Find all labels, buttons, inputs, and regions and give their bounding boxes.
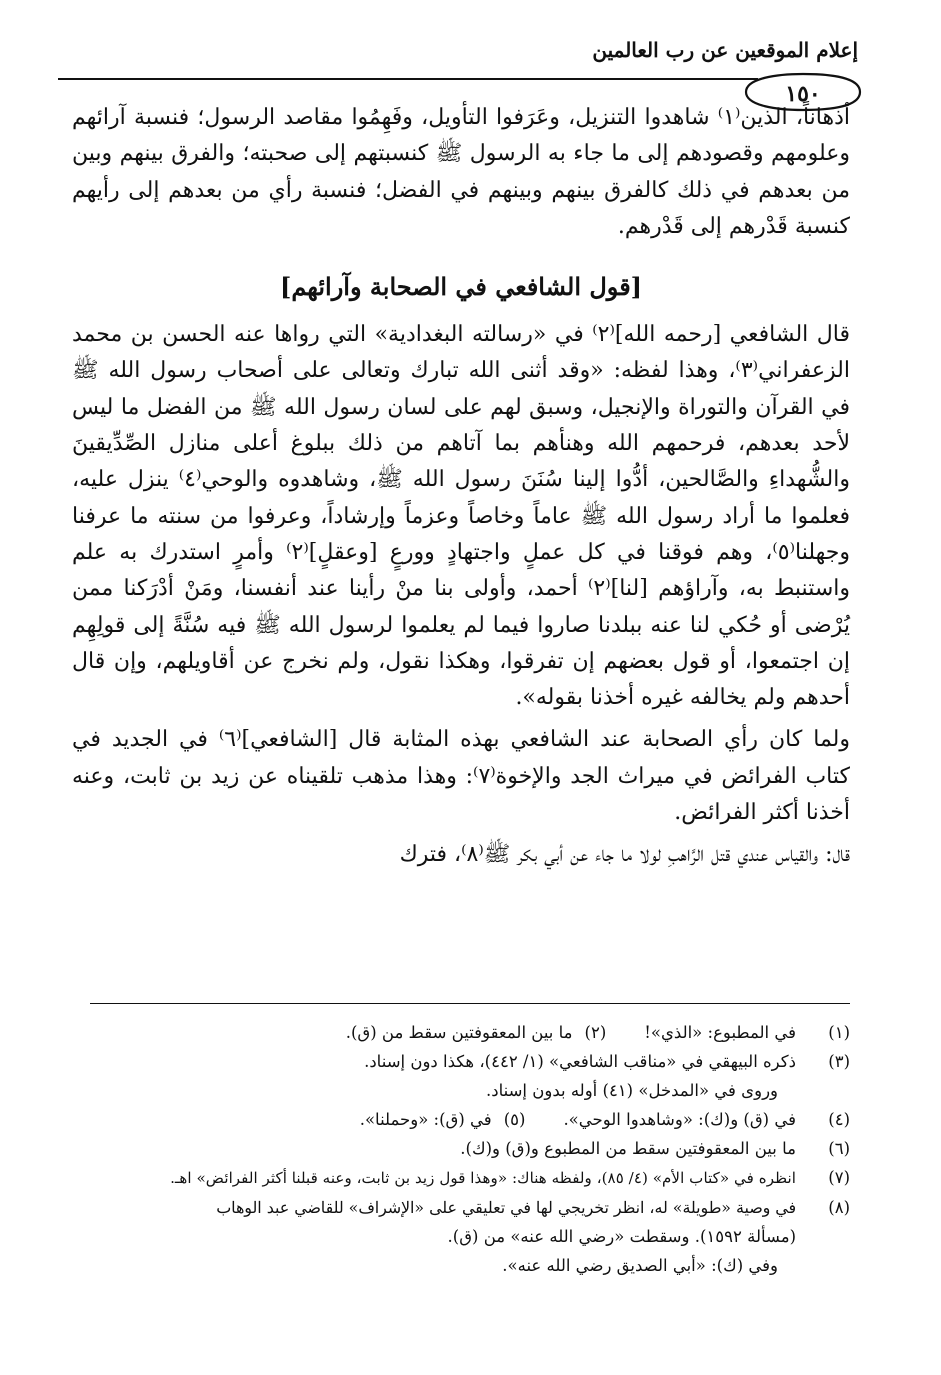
footnote-row bbox=[72, 1134, 850, 1163]
footnote-text: (مسألة ١٥٩٢). وسقطت «رضي الله عنه» من (ق). bbox=[447, 1227, 796, 1246]
footnote-text: وروى في «المدخل» (٤١) أوله بدون إسناد. bbox=[485, 1081, 778, 1100]
footnote-text: ذكره البيهقي في «مناقب الشافعي» (١/ ٤٤٢)، هكذا دون إسناد. bbox=[364, 1052, 796, 1071]
footnote-number: (١) bbox=[828, 1023, 850, 1042]
paragraph-1: أذهاناً، الذين⁽١⁾ شاهدوا التنزيل، وعَرَفوا التأويل، وفَهِمُوا مقاصد الرسول؛ فنسبة آرائهم وعلومهم وقصودهم إلى ما جاء به الرسول ﷺ كنسبتهم إلى صحبته؛ والفرق بينهم وبين من بعدهم في ذلك كالفرق بينهم وبينهم في الفضل؛ فنسبة رأي من بعدهم إلى رأيهم كنسبة قَدْرهم إلى قَدْرهم. bbox=[72, 105, 850, 239]
main-text bbox=[72, 100, 850, 874]
footnote-text: وفي (ك): «أبي الصديق رضي الله عنه». bbox=[502, 1256, 778, 1275]
header-rule bbox=[58, 78, 758, 80]
footnote-number: (٣) bbox=[828, 1052, 850, 1071]
footnotes bbox=[72, 1018, 850, 1280]
paragraph-3: ولما كان رأي الصحابة عند الشافعي بهذه المثابة قال [الشافعي]⁽٦⁾ في الجديد في كتاب الفرائض في ميراث الجد والإخوة⁽٧⁾: وهذا مذهب تلقيناه عن زيد بن ثابت، وعنه أخذنا أكثر الفرائض. bbox=[72, 727, 851, 826]
footnote-separator bbox=[90, 1003, 850, 1004]
footnote-text: في (ق): «وحملنا». bbox=[359, 1110, 492, 1129]
footnote-row bbox=[72, 1047, 850, 1076]
footnote-text: ما بين المعقوفتين سقط من (ق). bbox=[345, 1023, 573, 1042]
footnote-number: (٢) bbox=[584, 1023, 607, 1042]
footnote-text: ما بين المعقوفتين سقط من المطبوع و(ق) و(ك). bbox=[460, 1139, 796, 1158]
section-heading: [قول الشافعي في الصحابة وآرائهم] bbox=[279, 272, 643, 302]
footnote-row bbox=[72, 1105, 850, 1134]
footnote-number: (٨) bbox=[828, 1198, 850, 1217]
footnote-number: (٤) bbox=[828, 1110, 850, 1129]
footnote-number: (٥) bbox=[503, 1110, 526, 1129]
footnote-continuation bbox=[72, 1076, 850, 1105]
page-number: ١٥٠ bbox=[785, 81, 821, 107]
footnote-number: (٦) bbox=[828, 1139, 850, 1158]
paragraph-4: قال: والقياس عندي قتل الرَّاهبِ لولا ما جاء عن أبي بكر ﷺ⁽٨⁾، فترك bbox=[399, 842, 850, 868]
footnote-text: انظره في «كتاب الأم» (٤/ ٨٥)، ولفظه هناك: «وهذا قول زيد بن ثابت، وعنه قبلنا أكثر الفرائض» اهـ. bbox=[170, 1169, 796, 1187]
footnote-row bbox=[72, 1193, 850, 1222]
footnote-row bbox=[72, 1163, 850, 1193]
footnote-continuation bbox=[72, 1222, 850, 1251]
footnote-continuation bbox=[72, 1251, 850, 1280]
book-title: إعلام الموقعين عن رب العالمين bbox=[592, 38, 858, 62]
footnote-text: في وصية «طويلة» له، انظر تخريجي لها في تعليقي على «الإشراف» للقاضي عبد الوهاب bbox=[216, 1198, 796, 1217]
paragraph-2: قال الشافعي [رحمه الله]⁽٢⁾ في «رسالته البغدادية» التي رواها عنه الحسن بن محمد الزعفراني⁽٣⁾، وهذا لفظه: «وقد أثنى الله تبارك وتعالى على أصحاب رسول الله ﷺ في القرآن والتوراة والإنجيل، وسبق لهم على لسان رسول الله ﷺ من الفضل ما ليس لأحد بعدهم، فرحمهم الله وهنأهم بما آتاهم من ذلك ببلوغ أعلى منازل الصِّدِّيقينَ والشُّهداءِ والصَّالحين، أدُّوا إلينا سُنَنَ رسول الله ﷺ، وشاهدوه والوحي⁽٤⁾ ينزل عليه، فعلموا ما أراد رسول الله ﷺ عاماً وخاصاً وعزماً وإرشاداً، وعرفوا من سنته ما عرفنا وجهلنا⁽٥⁾، وهم فوقنا في كل عملٍ واجتهادٍ وورعٍ [وعقلٍ]⁽٢⁾ وأمرٍ استدرك به علم واستنبط به، وآراؤهم [لنا]⁽٢⁾ أحمد، وأولى بنا منْ رأينا عند أنفسنا، ومَنْ أدْرَكنا ممن يُرْضى أو حُكي لنا عنه ببلدنا صاروا فيما لم يعلموا لرسول الله ﷺ فيه سُنَّةً إلى قولِهِم إن اجتمعوا، أو قول بعضهم إن تفرقوا، وهكذا نقول، ولم نخرج عن أقاويلهم، وإن قال أحدهم ولم يخالفه غيره أخذنا بقوله». bbox=[72, 322, 851, 711]
footnote-text: في المطبوع: «الذي»! bbox=[644, 1023, 796, 1042]
footnote-row bbox=[72, 1018, 850, 1047]
footnote-text: في (ق) و(ك): «وشاهدوا الوحي». bbox=[563, 1110, 796, 1129]
running-header bbox=[58, 30, 858, 110]
footnote-number: (٧) bbox=[828, 1168, 850, 1187]
